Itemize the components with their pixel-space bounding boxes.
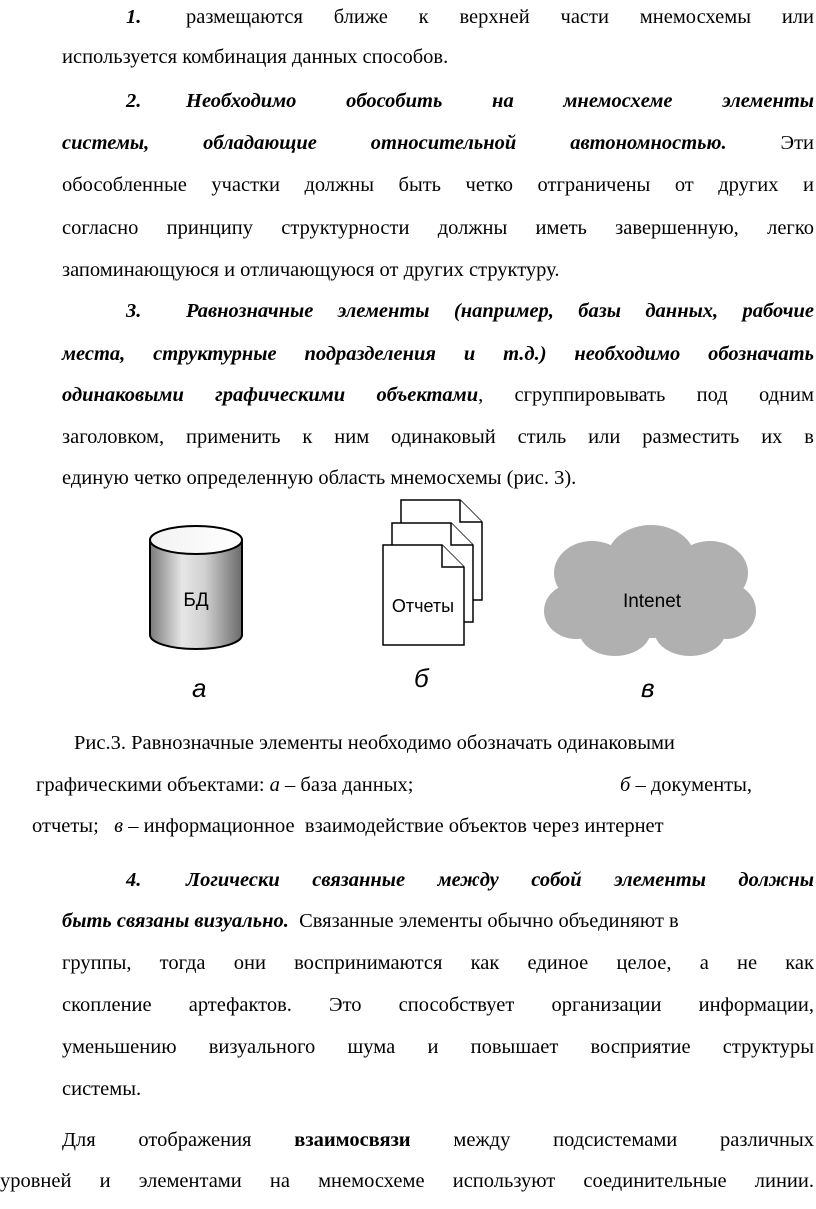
para3-line4: заголовком, применить к ним одинаковый стиль или разместить их в — [62, 426, 814, 448]
bold-italic-span: быть связаны визуально. — [62, 910, 289, 932]
item-number: 2. — [126, 90, 142, 112]
item-number: 4. — [126, 869, 142, 891]
para4-line6: системы. — [62, 1078, 142, 1100]
text-span: между подсистемами различных — [453, 1129, 814, 1151]
figure-letter-b: б — [414, 663, 429, 693]
text-span: размещаются ближе к верхней части мнемосхемы или — [186, 6, 814, 28]
caption-line2 — [36, 772, 796, 798]
text-span: – информационное взаимодействие объектов через интернет — [123, 815, 664, 837]
italic-letter: а — [269, 774, 280, 796]
para1-line1 — [126, 4, 814, 30]
para3-line1 — [126, 298, 814, 324]
para2-line1 — [126, 88, 814, 114]
figure-letter-v: в — [641, 673, 655, 703]
para4-line4: скопление артефактов. Это способствует организации информации, — [62, 994, 814, 1016]
documents-icon — [383, 500, 482, 645]
figure-drawing — [0, 495, 816, 705]
caption-line1: Рис.3. Равнозначные элементы необходимо обозначать одинаковыми — [74, 732, 675, 754]
bold-italic-span: системы, обладающие относительной автономностью. — [62, 132, 727, 154]
text-span: , сгруппировывать под одним — [478, 384, 814, 406]
text-span: Эти — [726, 132, 814, 154]
para5-line1 — [62, 1127, 814, 1153]
item-number: 3. — [126, 300, 142, 322]
caption-line3 — [32, 813, 664, 839]
text-span: Необходимо обособить на мнемосхеме элементы — [186, 90, 814, 112]
cloud-label: Intenet — [622, 591, 682, 612]
text-span: Логически связанные между собой элементы должны — [186, 869, 814, 891]
para3-line5: единую четко определенную область мнемосхемы (рис. 3). — [62, 467, 577, 489]
text-span: Для отображения — [62, 1129, 252, 1151]
text-span: Равнозначные элементы (например, базы данных, рабочие — [186, 300, 814, 322]
para2-line5: запоминающуюся и отличающуюся от других структуру. — [62, 259, 560, 281]
documents-label: Отчеты — [391, 596, 455, 616]
database-label: БД — [183, 590, 209, 611]
figure-3 — [0, 495, 816, 705]
italic-letter: б — [620, 774, 631, 796]
para2-line3: обособленные участки должны быть четко отграничены от других и — [62, 174, 814, 196]
caption-doc-part — [620, 772, 752, 798]
text-span: – документы, — [630, 774, 753, 796]
bold-italic-span: одинаковыми графическими объектами — [62, 384, 479, 406]
para2-line4: согласно принципу структурности должны иметь завершенную, легко — [62, 217, 814, 239]
para4-line5: уменьшению визуального шума и повышает восприятие структуры — [62, 1036, 814, 1058]
para1-line2: используется комбинация данных способов. — [62, 46, 449, 68]
figure-letter-a: а — [192, 673, 207, 703]
para5-line2: уровней и элементами на мнемосхеме используют соединительные линии. — [0, 1170, 814, 1192]
database-icon — [150, 526, 242, 649]
para3-line2: места, структурные подразделения и т.д.) необходимо обозначать — [62, 343, 814, 365]
para3-line3 — [62, 382, 814, 408]
para2-line2 — [62, 130, 814, 156]
para4-line3: группы, тогда они воспринимаются как единое целое, а не как — [62, 952, 814, 974]
text-span: Связанные элементы обычно объединяют в — [288, 910, 679, 932]
text-span: отчеты; — [32, 815, 115, 837]
para4-line1 — [126, 867, 814, 893]
text-span: графическими объектами: — [36, 774, 270, 796]
item-number: 1. — [126, 6, 142, 28]
italic-letter: в — [114, 815, 124, 837]
text-span: – база данных; — [279, 774, 414, 796]
bold-span: взаимосвязи — [294, 1129, 411, 1151]
para4-line2 — [62, 908, 814, 934]
